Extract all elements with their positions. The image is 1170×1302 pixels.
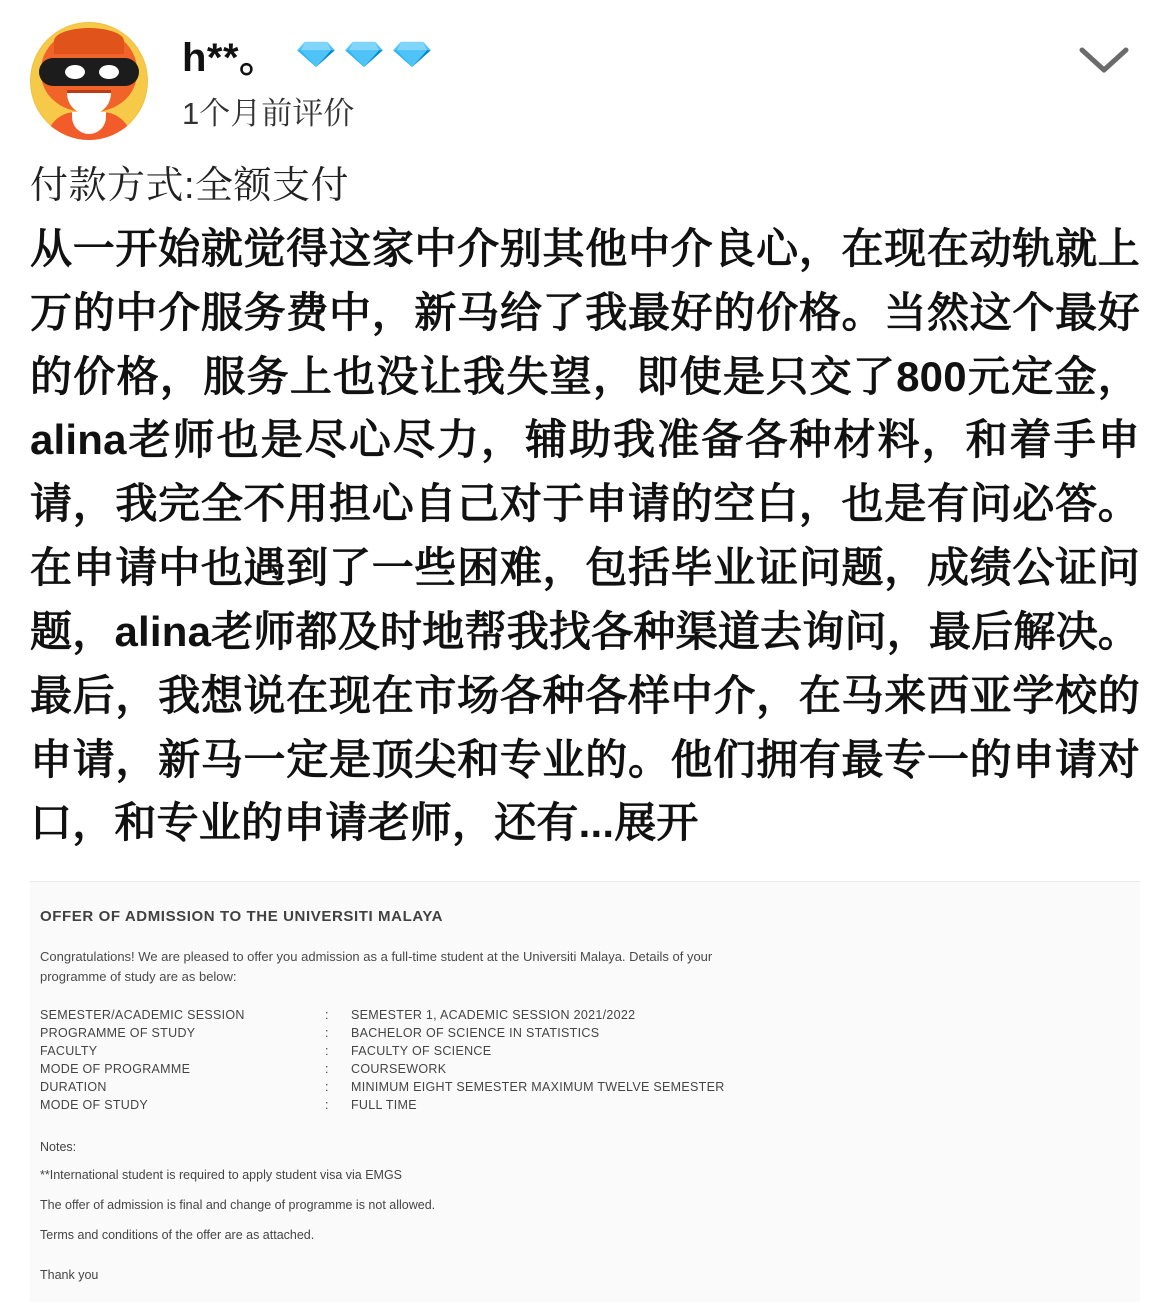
diamond-icon: [342, 39, 386, 69]
note-item: **International student is required to apply student visa via EMGS: [40, 1168, 403, 1183]
user-meta: [182, 22, 1074, 133]
thank-you-line: Thank you: [40, 1268, 99, 1283]
detail-colon: :: [325, 1080, 329, 1095]
detail-colon: :: [325, 1098, 329, 1113]
detail-value: MINIMUM EIGHT SEMESTER MAXIMUM TWELVE SEMESTER: [351, 1080, 725, 1095]
payment-method: 付款方式:全额支付: [30, 165, 350, 207]
notes-heading: Notes:: [40, 1140, 77, 1155]
attachment-image[interactable]: [0, 881, 1170, 1302]
detail-label: FACULTY: [40, 1044, 98, 1059]
detail-label: MODE OF PROGRAMME: [40, 1062, 191, 1077]
detail-label: PROGRAMME OF STUDY: [40, 1026, 196, 1041]
user-row: [182, 22, 1074, 86]
detail-value: COURSEWORK: [351, 1062, 447, 1077]
table-row: [40, 1060, 725, 1078]
avatar-eye-left: [65, 65, 85, 79]
detail-colon: :: [325, 1026, 329, 1041]
avatar[interactable]: [30, 22, 148, 140]
avatar-eye-right: [99, 65, 119, 79]
table-row: [40, 1024, 725, 1042]
detail-value: FACULTY OF SCIENCE: [351, 1044, 492, 1059]
review-header: [0, 0, 1170, 146]
review-time: 1个月前评价: [182, 96, 355, 131]
detail-label: DURATION: [40, 1080, 107, 1095]
offer-details-table: [40, 1006, 725, 1114]
offer-intro: Congratulations! We are pleased to offer you admission as a full-time student at the Universiti Malaya. Details of your programme of study are as below:: [40, 949, 713, 984]
diamond-icon: [390, 39, 434, 69]
offer-letter: [30, 881, 1140, 1302]
note-item: Terms and conditions of the offer are as attached.: [40, 1228, 315, 1243]
username: h**。: [182, 35, 280, 80]
offer-title: OFFER OF ADMISSION TO THE UNIVERSITI MALAYA: [40, 908, 444, 926]
chevron-down-glyph: [1078, 44, 1130, 76]
detail-label: SEMESTER/ACADEMIC SESSION: [40, 1008, 245, 1023]
avatar-mask: [39, 58, 139, 86]
chevron-down-icon[interactable]: [1074, 30, 1134, 90]
review-text: 从一开始就觉得这家中介别其他中介良心，在现在动轨就上万的中介服务费中，新马给了我最好的价格。当然这个最好的价格，服务上也没让我失望，即使是只交了800元定金，alina老师也是尽心尽力，辅助我准备各种材料，和着手申请，我完全不用担心自己对于申请的空白，也是有问必答。在申请中也遇到了一些困难，包括毕业证问题，成绩公证问题，alina老师都及时地帮我找各种渠道去询问，最后解决。最后，我想说在现在市场各种各样中介，在马来西亚学校的申请，新马一定是顶尖和专业的。他们拥有最专一的申请对口，和专业的申请老师，还有: [30, 225, 1140, 847]
avatar-face: [41, 28, 137, 112]
review-ellipsis: ...: [578, 799, 615, 847]
detail-value: BACHELOR OF SCIENCE IN STATISTICS: [351, 1026, 600, 1041]
detail-label: MODE OF STUDY: [40, 1098, 149, 1113]
diamond-icon: [294, 39, 338, 69]
detail-value: FULL TIME: [351, 1098, 417, 1113]
expand-button[interactable]: 展开: [614, 799, 699, 847]
detail-colon: :: [325, 1008, 329, 1023]
avatar-hair: [54, 28, 124, 54]
table-row: [40, 1078, 725, 1096]
table-row: [40, 1042, 725, 1060]
table-row: [40, 1096, 725, 1114]
detail-value: SEMESTER 1, ACADEMIC SESSION 2021/2022: [351, 1008, 636, 1023]
badge-group: [294, 39, 434, 69]
detail-colon: :: [325, 1062, 329, 1077]
table-row: [40, 1006, 725, 1024]
review-content: [0, 211, 1170, 855]
note-item: The offer of admission is final and change of programme is not allowed.: [40, 1198, 436, 1213]
detail-colon: :: [325, 1044, 329, 1059]
